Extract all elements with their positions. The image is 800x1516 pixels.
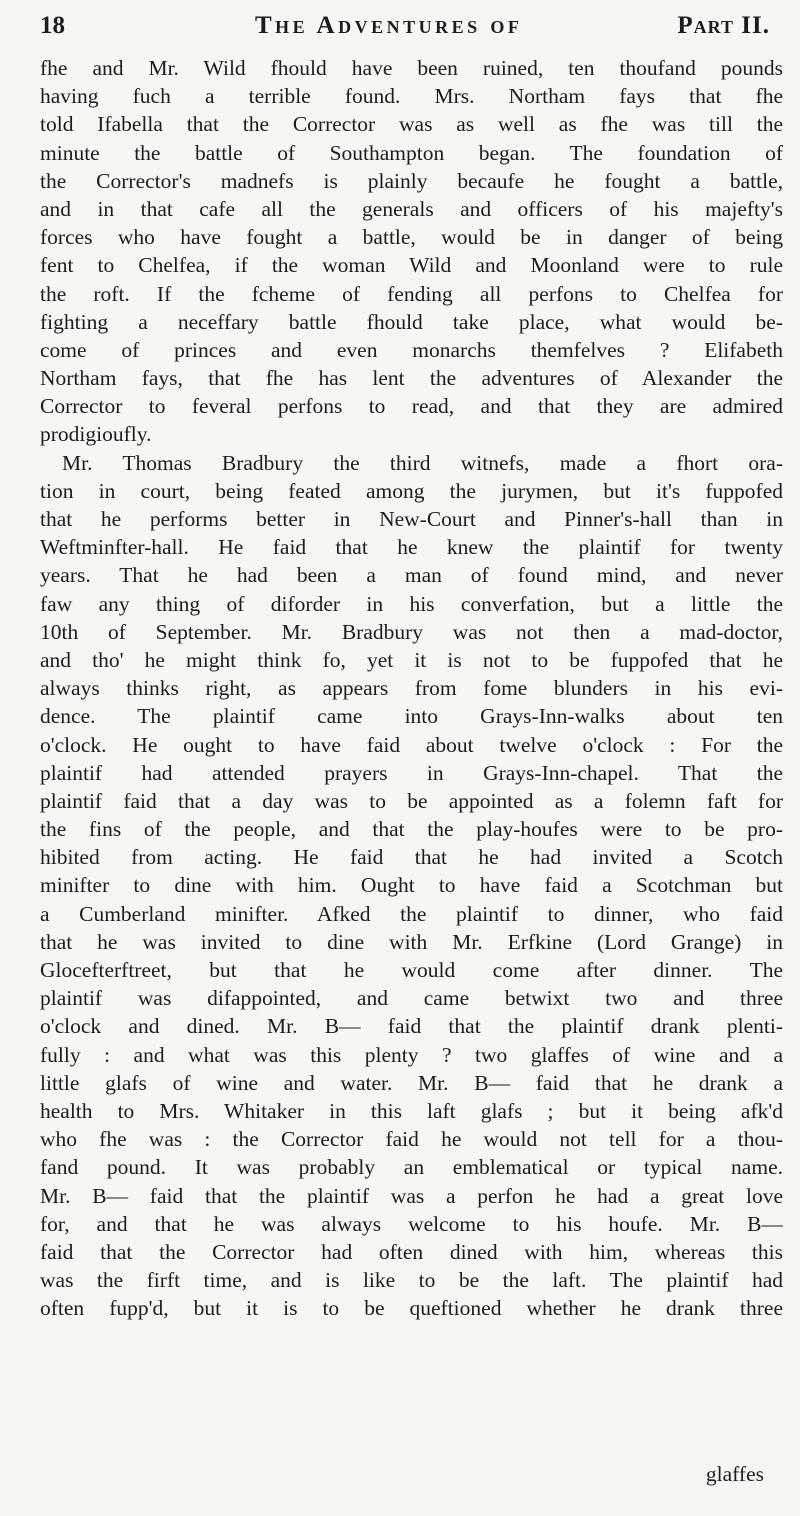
- text-line: fent to Chelfea, if the woman Wild and Moonland were to rule: [40, 253, 783, 278]
- page-header: [40, 12, 770, 46]
- text-line: Mr. Thomas Bradbury the third witnefs, made a fhort ora-: [62, 450, 783, 475]
- page-number: 18: [40, 12, 65, 39]
- running-title: The Adventures of: [255, 12, 523, 39]
- text-line: hibited from acting. He faid that he had invited a Scotch: [40, 845, 783, 870]
- text-line: faw any thing of diforder in his converfation, but a little the: [40, 591, 783, 616]
- text-line: fhe and Mr. Wild fhould have been ruined, ten thoufand pounds: [40, 56, 783, 80]
- text-line: 10th of September. Mr. Bradbury was not then a mad-doctor,: [40, 619, 783, 644]
- text-line: minifter to dine with him. Ought to have faid a Scotchman but: [40, 873, 783, 898]
- text-line: plaintif faid that a day was to be appointed as a folemn faft for: [40, 788, 783, 813]
- text-line: the Corrector's madnefs is plainly becaufe he fought a battle,: [40, 168, 783, 193]
- text-line: always thinks right, as appears from fome blunders in his evi-: [40, 676, 783, 701]
- text-line: Glocefterftreet, but that he would come after dinner. The: [40, 958, 783, 982]
- text-line: plaintif was difappointed, and came betwixt two and three: [40, 986, 783, 1011]
- text-line: prodigioufly.: [40, 422, 152, 447]
- text-line: a Cumberland minifter. Afked the plaintif to dinner, who faid: [40, 901, 783, 926]
- text-line: come of princes and even monarchs themfelves ? Elifabeth: [40, 337, 783, 362]
- text-line: health to Mrs. Whitaker in this laft glafs ; but it being afk'd: [40, 1098, 783, 1123]
- body-text: [40, 54, 783, 1322]
- text-line: years. That he had been a man of found mind, and never: [40, 563, 783, 588]
- text-line: Northam fays, that fhe has lent the adventures of Alexander the: [40, 366, 783, 391]
- text-line: who fhe was : the Corrector faid he would not tell for a thou-: [40, 1127, 783, 1152]
- text-line: fand pound. It was probably an emblematical or typical name.: [40, 1155, 783, 1180]
- text-line: little glafs of wine and water. Mr. B— faid that he drank a: [40, 1070, 783, 1095]
- text-line: minute the battle of Southampton began. The foundation of: [40, 140, 783, 165]
- text-line: fighting a neceffary battle fhould take place, what would be-: [40, 309, 783, 334]
- text-line: that he performs better in New-Court and Pinner's-hall than in: [40, 507, 783, 531]
- text-line: having fuch a terrible found. Mrs. Northam fays that fhe: [40, 84, 783, 109]
- text-line: o'clock. He ought to have faid about twelve o'clock : For the: [40, 732, 783, 757]
- text-line: often fupp'd, but it is to be queftioned whether he drank three: [40, 1296, 783, 1321]
- part-label: Part II.: [677, 12, 770, 39]
- text-line: forces who have fought a battle, would be in danger of being: [40, 225, 783, 250]
- text-line: Weftminfter-hall. He faid that he knew the plaintif for twenty: [40, 535, 783, 560]
- text-line: and in that cafe all the generals and officers of his majefty's: [40, 196, 783, 221]
- text-line: that he was invited to dine with Mr. Erfkine (Lord Grange) in: [40, 929, 783, 954]
- text-line: fully : and what was this plenty ? two glaffes of wine and a: [40, 1042, 783, 1067]
- text-line: tion in court, being feated among the jurymen, but it's fuppofed: [40, 478, 783, 503]
- text-line: plaintif had attended prayers in Grays-Inn-chapel. That the: [40, 760, 783, 785]
- text-line: Corrector to feveral perfons to read, and that they are admired: [40, 394, 783, 419]
- text-line: for, and that he was always welcome to his houfe. Mr. B—: [40, 1211, 783, 1236]
- text-line: the fins of the people, and that the play-houfes were to be pro-: [40, 817, 783, 842]
- text-line: and tho' he might think fo, yet it is not to be fuppofed that he: [40, 647, 783, 672]
- text-line: the roft. If the fcheme of fending all perfons to Chelfea for: [40, 281, 783, 306]
- text-line: faid that the Corrector had often dined with him, whereas this: [40, 1239, 783, 1264]
- text-line: Mr. B— faid that the plaintif was a perfon he had a great love: [40, 1183, 783, 1208]
- text-line: was the firft time, and is like to be the laft. The plaintif had: [40, 1268, 783, 1293]
- text-line: told Ifabella that the Corrector was as well as fhe was till the: [40, 112, 783, 137]
- text-line: dence. The plaintif came into Grays-Inn-walks about ten: [40, 704, 783, 729]
- catchword: glaffes: [705, 1462, 764, 1486]
- text-line: o'clock and dined. Mr. B— faid that the plaintif drank plenti-: [40, 1014, 783, 1039]
